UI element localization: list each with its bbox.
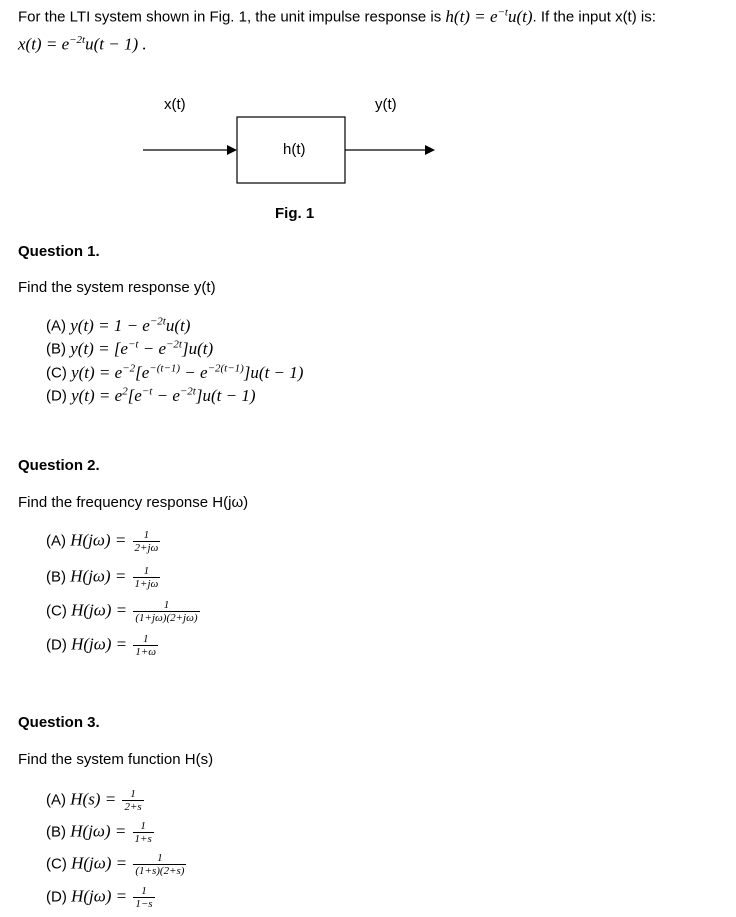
q3-option-c[interactable]: (C) H(jω) = $\frac{1}{(1+s)(2+s)}$ xyxy=(46,852,185,877)
intro-line-1: For the LTI system shown in Fig. 1, the unit impulse response is $h(t) = e^{-t}u(t)$. If the input x(t) is: xyxy=(18,6,656,26)
q3-option-a[interactable]: (A) H(s) = $\frac{1}{2+s}$ xyxy=(46,788,142,813)
input-arrowhead xyxy=(227,145,237,155)
question-3-title: Question 3. xyxy=(18,714,100,731)
q1-option-d[interactable]: (D) $y(t) = e^2[e^{-t} - e^{-2t}]u(t - 1)$ xyxy=(46,385,256,405)
input-signal-expr: $x(t) = e^{-2t}u(t - 1)$ . xyxy=(18,34,147,54)
q1-option-c[interactable]: (C) $y(t) = e^{-2}[e^{-(t-1)} - e^{-2(t-1)}]u(t - 1)$ xyxy=(46,362,304,382)
question-1-prompt: Find the system response y(t) xyxy=(18,279,216,296)
question-2-title: Question 2. xyxy=(18,457,100,474)
q2-option-d[interactable]: (D) H(jω) = $\frac{1}{1+\omega}$ xyxy=(46,633,157,658)
q2-option-c[interactable]: (C) H(jω) = $\frac{1}{(1+j\omega)(2+j\omega)}$ xyxy=(46,599,198,624)
q2-option-b[interactable]: (B) H(jω) = $\frac{1}{1+j\omega}$ xyxy=(46,565,159,590)
input-label: x(t) xyxy=(164,96,186,113)
q1-option-a[interactable]: (A) $y(t) = 1 - e^{-2t}u(t)$ xyxy=(46,315,191,335)
system-box-label: h(t) xyxy=(283,141,306,158)
q2-option-a[interactable]: (A) H(jω) = $\frac{1}{2+j\omega}$ xyxy=(46,529,159,554)
output-arrowhead xyxy=(425,145,435,155)
q3-option-b[interactable]: (B) H(jω) = $\frac{1}{1+s}$ xyxy=(46,820,152,845)
question-2-prompt: Find the frequency response H(jω) xyxy=(18,494,249,511)
output-label: y(t) xyxy=(375,96,397,113)
question-3-prompt: Find the system function H(s) xyxy=(18,751,214,768)
impulse-response-expr: $h(t) = e^{-t}u(t)$ xyxy=(445,6,533,26)
question-1-title: Question 1. xyxy=(18,243,100,260)
figure-caption: Fig. 1 xyxy=(275,205,315,222)
q1-option-b[interactable]: (B) $y(t) = [e^{-t} - e^{-2t}]u(t)$ xyxy=(46,338,214,358)
q3-option-d[interactable]: (D) H(jω) = $\frac{1}{1-s}$ xyxy=(46,885,153,910)
